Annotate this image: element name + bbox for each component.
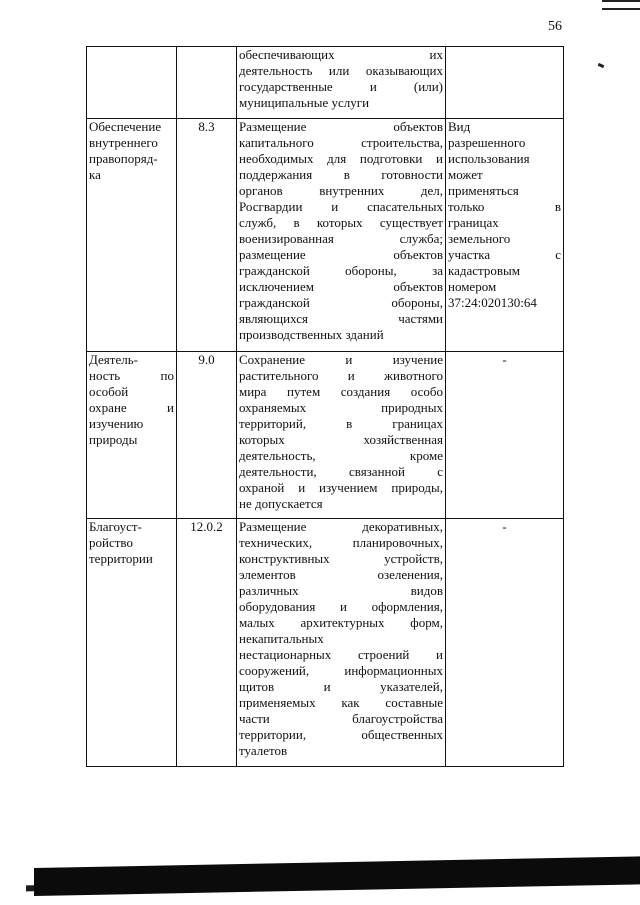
text-line: охраной и изучением природы,	[239, 480, 443, 495]
text-line: Размещение объектов	[239, 119, 443, 134]
scan-speck	[598, 63, 605, 68]
text-line: обеспечивающих их	[239, 47, 443, 62]
text-line: применяемых как составные	[239, 695, 443, 710]
text-line: охране и	[89, 400, 174, 415]
text-line: органов внутренних дел,	[239, 183, 443, 198]
text-line: правопоряд-	[89, 151, 158, 166]
text-line: Вид	[448, 119, 471, 134]
text-line: Деятель-	[89, 352, 138, 367]
text-line: мира путем создания особо	[239, 384, 443, 399]
text-line: территории, общественных	[239, 727, 443, 742]
text-line: ность по	[89, 368, 174, 383]
text-line: части благоустройства	[239, 711, 443, 726]
text-line: гражданской обороны,	[239, 295, 443, 310]
text-line: применяться	[448, 183, 519, 198]
text-line: может	[448, 167, 483, 182]
table-row	[87, 119, 564, 352]
text-line: границах	[448, 215, 499, 230]
row-note	[446, 47, 564, 119]
text-line: размещение объектов	[239, 247, 443, 262]
row-note	[446, 119, 564, 352]
page-number: 56	[548, 19, 562, 34]
text-line: охраняемых природных	[239, 400, 443, 415]
text-line: конструктивных устройств,	[239, 551, 443, 566]
text-line: оборудования и оформления,	[239, 599, 443, 614]
table-row	[87, 519, 564, 767]
table-row	[87, 352, 564, 519]
text-line: различных видов	[239, 583, 443, 598]
text-line: необходимых для подготовки и	[239, 151, 443, 166]
text-line: земельного	[448, 231, 511, 246]
row-note: -	[446, 519, 564, 767]
row-name	[87, 352, 177, 519]
text-line: деятельность, кроме	[239, 448, 443, 463]
text-line: исключением объектов	[239, 279, 443, 294]
text-line: внутреннего	[89, 135, 158, 150]
text-line: не допускается	[239, 496, 323, 511]
text-line: ка	[89, 167, 101, 182]
text-line: Размещение декоративных,	[239, 519, 443, 534]
text-line: нестационарных строений и	[239, 647, 443, 662]
text-line: Росгвардии и спасательных	[239, 199, 443, 214]
row-description	[237, 352, 446, 519]
text-line: изучению	[89, 416, 144, 431]
text-line: некапитальных	[239, 631, 324, 646]
table-row	[87, 47, 564, 119]
text-line: использования	[448, 151, 530, 166]
text-line: природы	[89, 432, 138, 447]
row-description	[237, 119, 446, 352]
text-line: элементов озеленения,	[239, 567, 443, 582]
text-line: поддержания в готовности	[239, 167, 443, 182]
text-line: участка с	[448, 247, 561, 262]
text-line: Благоуст-	[89, 519, 142, 534]
text-line: являющихся частями	[239, 311, 443, 326]
land-use-table	[86, 46, 564, 767]
text-line: малых архитектурных форм,	[239, 615, 443, 630]
row-name	[87, 519, 177, 767]
row-name	[87, 119, 177, 352]
text-line: кадастровым	[448, 263, 520, 278]
text-line: растительного и животного	[239, 368, 443, 383]
text-line: разрешенного	[448, 135, 526, 150]
text-line: номером	[448, 279, 497, 294]
text-line: 37:24:020130:64	[448, 295, 537, 310]
text-line: капитального строительства,	[239, 135, 443, 150]
text-line: территории	[89, 551, 153, 566]
row-description	[237, 519, 446, 767]
row-code	[177, 47, 237, 119]
text-line: служб, в которых существует	[239, 215, 443, 230]
row-code: 9.0	[177, 352, 237, 519]
text-line: гражданской обороны, за	[239, 263, 443, 278]
text-line: туалетов	[239, 743, 288, 758]
row-name	[87, 47, 177, 119]
row-description	[237, 47, 446, 119]
text-line: щитов и указателей,	[239, 679, 443, 694]
text-line: Обеспечение	[89, 119, 162, 134]
text-line: территорий, в границах	[239, 416, 443, 431]
text-line: которых хозяйственная	[239, 432, 443, 447]
text-line: государственные и (или)	[239, 79, 443, 94]
text-line: ройство	[89, 535, 133, 550]
text-line: деятельность или оказывающих	[239, 63, 443, 78]
scan-artifact-bottom-bar	[34, 856, 640, 896]
row-code: 8.3	[177, 119, 237, 352]
text-line: сооружений, информационных	[239, 663, 443, 678]
text-line: деятельности, связанной с	[239, 464, 443, 479]
text-line: только в	[448, 199, 561, 214]
text-line: технических, планировочных,	[239, 535, 443, 550]
text-line: Сохранение и изучение	[239, 352, 443, 367]
scan-artifact-top	[602, 0, 640, 10]
row-code: 12.0.2	[177, 519, 237, 767]
text-line: военизированная служба;	[239, 231, 443, 246]
row-note: -	[446, 352, 564, 519]
text-line: особой	[89, 384, 129, 399]
text-line: муниципальные услуги	[239, 95, 370, 110]
text-line: производственных зданий	[239, 327, 384, 342]
